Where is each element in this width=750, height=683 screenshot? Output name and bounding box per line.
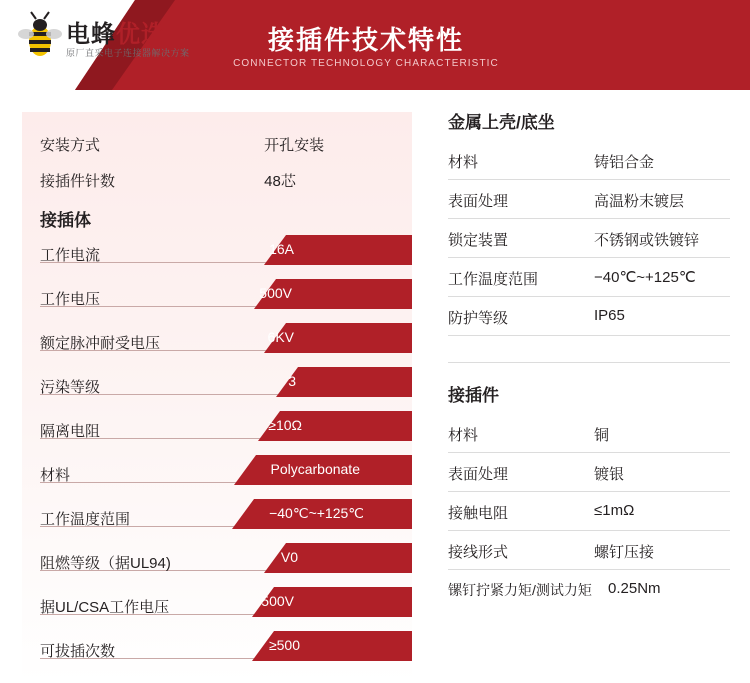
spec-value: V0 xyxy=(280,549,298,565)
section-gap xyxy=(448,336,730,362)
spec-label: 阻燃等级（据UL94) xyxy=(40,555,171,572)
spec-row xyxy=(448,219,730,258)
spec-bar-row xyxy=(22,367,412,405)
spec-label: 据UL/CSA工作电压 xyxy=(40,599,170,616)
spec-label: 材料 xyxy=(40,467,71,484)
spec-row xyxy=(448,258,730,297)
spec-bar-row xyxy=(22,631,412,669)
spec-bar-row xyxy=(22,279,412,317)
spec-label: 安装方式 xyxy=(40,137,101,154)
left-column xyxy=(22,112,412,683)
spec-bar-row xyxy=(22,587,412,625)
spec-value: 16A xyxy=(269,241,294,257)
spec-bar-row xyxy=(22,235,412,273)
spec-label: 镙钉拧紧力矩/测试力矩 xyxy=(448,582,592,598)
spec-value: 铸铝合金 xyxy=(594,154,655,171)
spec-row xyxy=(22,128,412,164)
spec-row xyxy=(448,180,730,219)
spec-label: 工作电流 xyxy=(40,247,101,264)
value-bar xyxy=(276,367,412,397)
left-panel xyxy=(22,112,412,683)
brand-name-accent: 优选 xyxy=(116,21,166,48)
spec-label: 材料 xyxy=(448,427,479,444)
spec-value: 3 xyxy=(288,373,296,389)
spec-label: 工作温度范围 xyxy=(448,271,539,288)
spec-label: 防护等级 xyxy=(448,310,509,327)
spec-value: 48芯 xyxy=(264,173,296,190)
spec-value: 高温粉末镀层 xyxy=(594,193,685,210)
spec-label: 隔离电阻 xyxy=(40,423,101,440)
spec-value: ≥10Ω xyxy=(268,417,302,433)
spec-label: 表面处理 xyxy=(448,466,509,483)
spec-row xyxy=(448,453,730,492)
spec-label: 接触电阻 xyxy=(448,505,509,522)
right-column xyxy=(448,108,730,608)
spec-row xyxy=(448,570,730,608)
right-section1-title: 金属上壳/底坐 xyxy=(448,113,555,132)
spec-label: 工作温度范围 xyxy=(40,511,131,528)
spec-label: 表面处理 xyxy=(448,193,509,210)
brand-name-main: 电蜂 xyxy=(66,21,116,48)
spec-content xyxy=(0,90,750,672)
spec-value: 不锈钢或铁镀锌 xyxy=(594,232,700,249)
spec-row xyxy=(22,164,412,200)
spec-value: ≤1mΩ xyxy=(594,502,635,519)
spec-value: −40℃~+125℃ xyxy=(594,269,696,286)
spec-bar-row xyxy=(22,411,412,449)
brand-tagline: 原厂直采电子连接器解决方案 xyxy=(66,48,190,58)
spec-row xyxy=(448,414,730,453)
spec-value: 镀银 xyxy=(594,466,625,483)
spec-bar-row xyxy=(22,543,412,581)
spec-value: −40℃~+125℃ xyxy=(269,505,364,521)
page-subtitle: CONNECTOR TECHNOLOGY CHARACTERISTIC xyxy=(233,58,499,69)
right-section2-title: 接插件 xyxy=(448,386,499,405)
spec-label: 污染等级 xyxy=(40,379,101,396)
spec-value: 6KV xyxy=(267,329,294,345)
spec-row xyxy=(448,531,730,570)
spec-row xyxy=(448,492,730,531)
page-title: 接插件技术特性 xyxy=(267,25,464,55)
spec-label: 锁定装置 xyxy=(448,232,509,249)
spec-label: 额定脉冲耐受电压 xyxy=(40,335,161,352)
spec-value: ≥500 xyxy=(268,637,300,653)
spec-value: 螺钉压接 xyxy=(594,544,655,561)
spec-label: 材料 xyxy=(448,154,479,171)
spec-row xyxy=(448,141,730,180)
spec-row xyxy=(448,297,730,336)
spec-value: IP65 xyxy=(594,307,625,324)
section-divider xyxy=(448,362,730,363)
spec-bar-row xyxy=(22,323,412,361)
spec-bar-row xyxy=(22,499,412,537)
spec-value: 开孔安装 xyxy=(264,137,325,154)
spec-label: 工作电压 xyxy=(40,291,101,308)
spec-value: 0.25Nm xyxy=(608,580,661,597)
spec-label: 接插件针数 xyxy=(40,173,116,190)
spec-value: Polycarbonate xyxy=(270,461,360,477)
spec-label: 接线形式 xyxy=(448,544,509,561)
spec-value: 500V xyxy=(259,285,292,301)
left-section-title: 接插体 xyxy=(40,211,91,230)
spec-value: 铜 xyxy=(594,427,610,444)
spec-label: 可拔插次数 xyxy=(40,643,116,660)
spec-bar-row xyxy=(22,455,412,493)
page-header xyxy=(0,0,750,90)
spec-value: 500V xyxy=(261,593,294,609)
